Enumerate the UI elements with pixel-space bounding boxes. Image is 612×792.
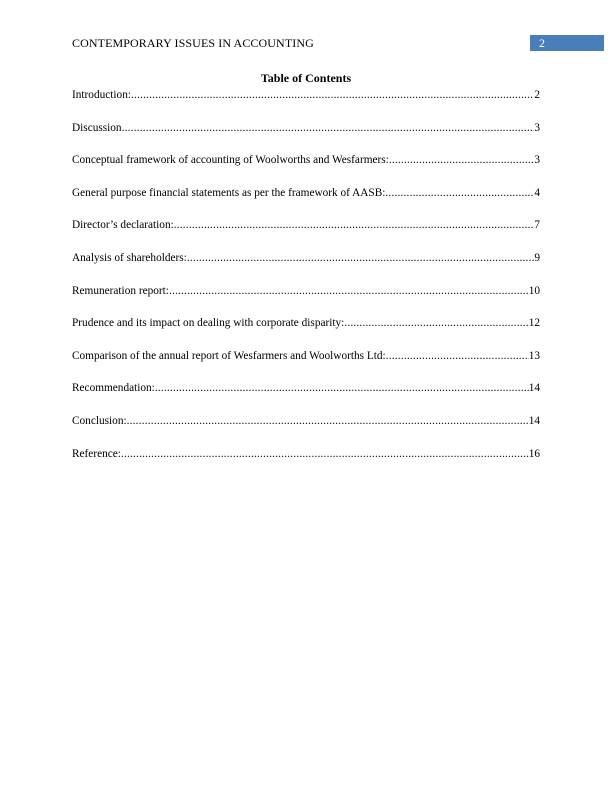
toc-dot-leader [169, 284, 529, 298]
toc-entry-reference[interactable] [72, 447, 540, 480]
toc-entry-page: 3 [534, 121, 540, 134]
toc-entry-introduction[interactable] [72, 88, 540, 121]
toc-entry-page: 12 [528, 317, 540, 330]
toc-entry-page: 14 [528, 414, 540, 427]
toc-entry-label: Reference: [72, 447, 121, 460]
toc-entry-label: Comparison of the annual report of Wesfarmers and Woolworths Ltd: [72, 349, 386, 362]
toc-entry-directors-declaration[interactable] [72, 218, 540, 251]
toc-dot-leader [174, 218, 535, 232]
toc-entry-label: Recommendation: [72, 382, 155, 395]
toc-entry-page: 13 [528, 349, 540, 362]
toc-dot-leader [389, 153, 535, 167]
toc-dot-leader [386, 349, 529, 363]
toc-entry-analysis-of-shareholders[interactable] [72, 251, 540, 284]
toc-entry-page: 9 [534, 251, 540, 264]
toc-entry-remuneration-report[interactable] [72, 284, 540, 317]
toc-entry-label: Prudence and its impact on dealing with corporate disparity: [72, 317, 345, 330]
toc-entry-page: 10 [528, 284, 540, 297]
toc-dot-leader [127, 414, 529, 428]
toc-entry-label: Director’s declaration: [72, 219, 174, 232]
toc-dot-leader [385, 186, 534, 200]
running-header-title: CONTEMPORARY ISSUES IN ACCOUNTING [72, 36, 314, 50]
toc-entry-page: 16 [528, 447, 540, 460]
toc-entry-label: Discussion [72, 121, 122, 134]
toc-entry-page: 4 [534, 186, 540, 199]
toc-entry-label: General purpose financial statements as per the framework of AASB: [72, 186, 386, 199]
toc-entry-prudence[interactable] [72, 316, 540, 349]
toc-entry-conceptual-framework[interactable] [72, 153, 540, 186]
toc-entry-page: 3 [534, 154, 540, 167]
toc-entry-label: Analysis of shareholders: [72, 251, 187, 264]
page-number-badge: 2 [530, 35, 604, 51]
toc-entry-page: 2 [534, 89, 540, 101]
toc-entry-comparison-annual-report[interactable] [72, 349, 540, 382]
toc-entry-label: Introduction: [72, 89, 131, 101]
table-of-contents [72, 88, 540, 479]
toc-entry-conclusion[interactable] [72, 414, 540, 447]
toc-entry-discussion[interactable] [72, 121, 540, 154]
toc-entry-page: 7 [534, 219, 540, 232]
toc-entry-label: Conceptual framework of accounting of Woolworths and Wesfarmers: [72, 154, 389, 167]
toc-dot-leader [344, 316, 528, 330]
toc-dot-leader [187, 251, 535, 265]
toc-entry-general-purpose-statements[interactable] [72, 186, 540, 219]
toc-dot-leader [122, 121, 535, 135]
toc-dot-leader [121, 447, 529, 461]
toc-dot-leader [155, 381, 529, 395]
toc-title: Table of Contents [260, 71, 352, 85]
toc-entry-label: Conclusion: [72, 414, 127, 427]
toc-entry-label: Remuneration report: [72, 284, 169, 297]
toc-dot-leader [131, 88, 534, 102]
toc-entry-page: 14 [528, 382, 540, 395]
toc-entry-recommendation[interactable] [72, 381, 540, 414]
